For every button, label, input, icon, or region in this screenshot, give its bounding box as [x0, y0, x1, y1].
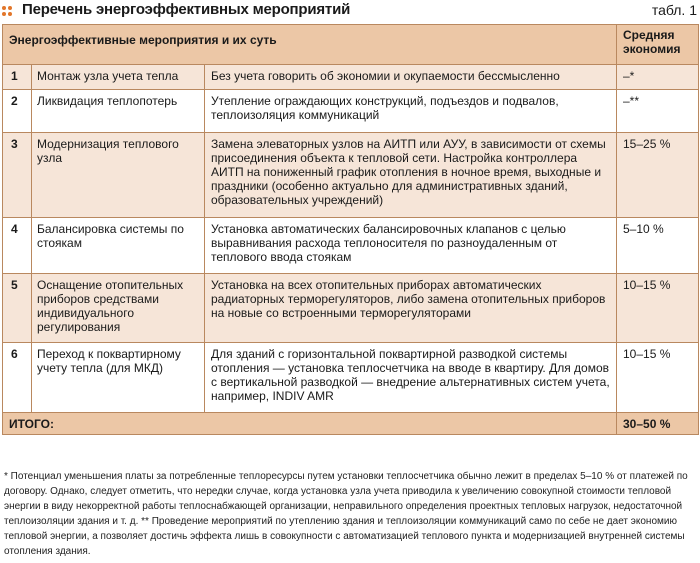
- total-label: ИТОГО:: [3, 413, 617, 435]
- measure-name: Ликвидация теплопотерь: [32, 90, 205, 133]
- footnote: * Потенциал уменьшения платы за потребленные теплоресурсы путем установки теплосчетчика обычно лежит в пределах 5–10 % от платежей по договору. Однако, следует отметить, что нередки случае, когда установка узла учета приводила к увеличению совокупной стоимости тепловой энергии в виду некорректной работы теплоснабжающей организации, неправильного определения проектных тепловых нагрузок, недостаточной теплоизоляции здания и т. д. ** Проведение мероприятий по утеплению здания и теплоизоляции коммуникаций само по себе не дает экономию тепловой энергии, а позволяет достичь эффекта лишь в совокупности с автоматизацией теплового пункта и модернизацией внутренней системы отопления здания.: [4, 471, 688, 557]
- table-row: [3, 65, 699, 90]
- header-measures: Энергоэффективные мероприятия и их суть: [3, 25, 617, 66]
- measure-description: Замена элеваторных узлов на АИТП или АУУ, в зависимости от схемы присоединения объекта к тепловой сети. Настройка контроллера АИТП на пониженный график отопления в ночное время, выходные и праздники (особенно актуально для административных зданий, образовательных учреждений): [205, 133, 617, 218]
- table-row: [3, 343, 699, 413]
- measure-name: Переход к поквартирному учету тепла (для МКД): [32, 343, 205, 413]
- total-row: [3, 413, 699, 435]
- measure-name: Модернизация теплового узла: [32, 133, 205, 218]
- title-bar: [0, 0, 700, 22]
- measure-description: Для зданий с горизонтальной поквартирной разводкой системы отопления — установка теплосчетчика на вводе в квартиру. Для домов с вертикальной разводкой — внедрение альтернативных систем учета, например, INDIV AMR: [205, 343, 617, 413]
- savings-value: 15–25 %: [617, 133, 699, 218]
- measure-description: Установка на всех отопительных приборах автоматических радиаторных терморегуляторов, либо замена отопительных приборов на новые со встроенными терморегуляторами: [205, 274, 617, 343]
- measure-name: Оснащение отопительных приборов средствами индивидуального регулирования: [32, 274, 205, 343]
- table-row: [3, 90, 699, 133]
- measures-table: [2, 24, 699, 66]
- measure-description: Без учета говорить об экономии и окупаемости бессмысленно: [205, 65, 617, 90]
- page-title: Перечень энергоэффективных мероприятий: [22, 1, 351, 18]
- total-savings: 30–50 %: [617, 413, 699, 435]
- table-row: [3, 274, 699, 343]
- row-number: 4: [3, 218, 32, 274]
- measures-table-body: [2, 64, 699, 435]
- savings-value: –**: [617, 90, 699, 133]
- table-row: [3, 133, 699, 218]
- table-label: табл. 1: [651, 2, 697, 18]
- savings-value: –*: [617, 65, 699, 90]
- measure-description: Утепление ограждающих конструкций, подъездов и подвалов, теплоизоляция коммуникаций: [205, 90, 617, 133]
- row-number: 3: [3, 133, 32, 218]
- savings-value: 10–15 %: [617, 274, 699, 343]
- savings-value: 10–15 %: [617, 343, 699, 413]
- table-row: [3, 218, 699, 274]
- measure-name: Балансировка системы по стоякам: [32, 218, 205, 274]
- measure-name: Монтаж узла учета тепла: [32, 65, 205, 90]
- row-number: 6: [3, 343, 32, 413]
- row-number: 5: [3, 274, 32, 343]
- title-dots-icon: [2, 6, 18, 16]
- row-number: 2: [3, 90, 32, 133]
- row-number: 1: [3, 65, 32, 90]
- measure-description: Установка автоматических балансировочных клапанов с целью выравнивания расхода теплоносителя по разноудаленным от теплового ввода стоякам: [205, 218, 617, 274]
- table-header-row: [3, 25, 699, 66]
- header-savings: Средняя экономия: [617, 25, 699, 66]
- savings-value: 5–10 %: [617, 218, 699, 274]
